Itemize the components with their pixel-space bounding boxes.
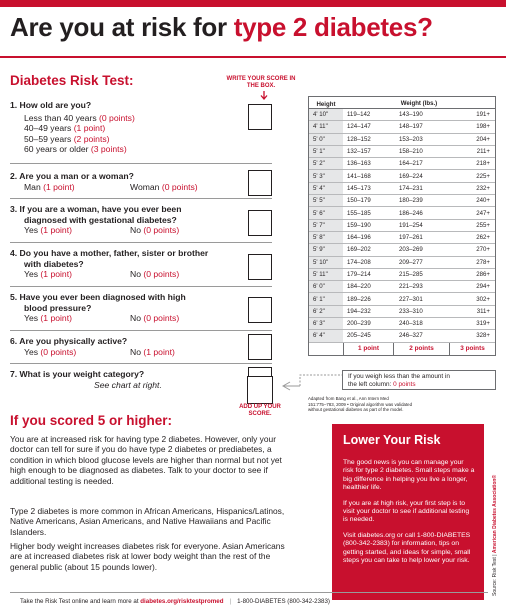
answer-option: 60 years or older (3 points): [24, 144, 127, 154]
weight-cell: 319+: [476, 320, 490, 328]
answer-option: 50–59 years (2 points): [24, 133, 110, 144]
height-cell: 5' 11": [309, 269, 343, 280]
weight-cell: 278+: [476, 258, 490, 266]
weight-cell: 270+: [476, 246, 490, 254]
weight-cell: 209–277: [399, 258, 423, 266]
points-label: 3 points: [449, 343, 495, 355]
scored-paragraph-3: Higher body weight increases diabetes risk for everyone. Asian Americans are at increased diabetes risk at lower body weight than the rest of the general public (about 15 pounds lower).: [10, 541, 285, 572]
weight-cell: 164–217: [399, 160, 423, 168]
height-cell: 5' 5": [309, 195, 343, 206]
weight-cell: 136–163: [347, 160, 371, 168]
weight-cell: 132–157: [347, 148, 371, 156]
points-label: 2 points: [393, 343, 449, 355]
weight-cell: 159–190: [347, 221, 371, 229]
weight-cell: 294+: [476, 283, 490, 291]
weight-cell: 198+: [476, 123, 490, 131]
weight-row: [309, 220, 495, 232]
weight-row: [309, 244, 495, 256]
footer: Take the Risk Test online and learn more at diabetes.org/risktestpromed | 1-800-DIABETES (800-342-2383): [20, 598, 330, 605]
points-row: [309, 343, 495, 355]
weight-row: [309, 170, 495, 182]
height-cell: 6' 4": [309, 330, 343, 341]
weight-cell: 211+: [476, 148, 490, 156]
weight-cell: 233–310: [399, 307, 423, 315]
weight-cell: 328+: [476, 332, 490, 340]
height-cell: 5' 3": [309, 170, 343, 181]
height-cell: 6' 0": [309, 281, 343, 292]
write-score-note: WRITE YOUR SCORE IN THE BOX.: [226, 76, 296, 90]
source-side-text: Source: Risk Test | American Diabetes Association®: [492, 474, 498, 596]
weight-row: [309, 281, 495, 293]
add-up-score-note: ADD UP YOUR SCORE.: [239, 404, 281, 418]
weight-cell: 141–168: [347, 172, 371, 180]
height-cell: 5' 7": [309, 220, 343, 231]
weight-cell: 240+: [476, 197, 490, 205]
page-title: Are you at risk for type 2 diabetes?: [10, 12, 433, 42]
weight-cell: 311+: [476, 307, 490, 315]
weight-cell: 180–239: [399, 197, 423, 205]
weight-chart-header: [309, 97, 495, 109]
weight-chart: [308, 96, 496, 356]
height-cell: 5' 4": [309, 183, 343, 194]
weight-row: [309, 318, 495, 330]
weight-row: [309, 269, 495, 281]
points-label: 1 point: [343, 343, 393, 355]
scored-paragraph-2: Type 2 diabetes is more common in African Americans, Hispanics/Latinos, Native Americans, Asian Americans, and Native Hawaiians and Pacific Islanders.: [10, 506, 285, 537]
weight-cell: 203–269: [399, 246, 423, 254]
height-cell: 5' 9": [309, 244, 343, 255]
weight-cell: 186–246: [399, 209, 423, 217]
weight-row: [309, 109, 495, 121]
weight-cell: 247+: [476, 209, 490, 217]
weight-cell: 286+: [476, 271, 490, 278]
weight-cell: 179–214: [347, 271, 371, 278]
question-5: 5. Have you ever been diagnosed with high blood pressure? Yes (1 point) No (0 points): [10, 292, 186, 323]
weight-row: [309, 293, 495, 305]
weight-cell: 218+: [476, 160, 490, 168]
weight-cell: 184–220: [347, 283, 371, 291]
risk-test-heading: Diabetes Risk Test:: [10, 73, 134, 88]
height-header: Height: [316, 101, 336, 108]
weight-cell: 174–208: [347, 258, 371, 266]
height-cell: 4' 10": [309, 109, 343, 120]
height-cell: 6' 3": [309, 318, 343, 329]
weight-cell: 191+: [476, 111, 490, 119]
weight-cell: 227–301: [399, 295, 423, 303]
answer-option: 40–49 years (1 point): [24, 123, 106, 133]
weight-cell: 158–210: [399, 148, 423, 156]
below-weight-note: If you weigh less than the amount in the left column: 0 points: [342, 370, 496, 390]
weight-row: [309, 146, 495, 158]
weight-row: [309, 195, 495, 207]
answer-option: Less than 40 years (0 points): [24, 112, 135, 123]
weight-header: Weight (lbs.): [400, 100, 438, 107]
height-cell: 5' 2": [309, 158, 343, 169]
weight-row: [309, 330, 495, 342]
question-7: 7. What is your weight category? See chart at right.: [10, 369, 162, 390]
weight-cell: 262+: [476, 234, 490, 242]
weight-cell: 255+: [476, 221, 490, 229]
weight-cell: 191–254: [399, 221, 423, 229]
weight-cell: 189–226: [347, 295, 371, 303]
weight-cell: 197–261: [399, 234, 423, 242]
height-cell: 5' 0": [309, 134, 343, 145]
weight-cell: 232+: [476, 184, 490, 192]
chart-source-note: Adapted from Bang et al., Ann Intern Med 151:775–783, 2009 • Original algorithm was validated without gestational diabetes as part of the model.: [308, 396, 413, 413]
question-1: 1. How old are you? Less than 40 years (0 points) 40–49 years (1 point) 50–59 years (2 points) 60 years or older (3 points): [10, 100, 135, 154]
weight-row: [309, 134, 495, 146]
height-cell: 5' 1": [309, 146, 343, 157]
weight-cell: 119–142: [347, 111, 371, 119]
weight-cell: 204+: [476, 135, 490, 143]
weight-cell: 240–318: [399, 320, 423, 328]
weight-cell: 215–285: [399, 271, 423, 278]
weight-cell: 124–147: [347, 123, 371, 131]
scored-heading: If you scored 5 or higher:: [10, 413, 173, 428]
weight-row: [309, 207, 495, 219]
weight-cell: 194–232: [347, 307, 371, 315]
question-2: 2. Are you a man or a woman? Man (1 point) Woman (0 points): [10, 171, 198, 192]
weight-row: [309, 121, 495, 133]
weight-row: [309, 257, 495, 269]
weight-row: [309, 232, 495, 244]
weight-cell: 164–196: [347, 234, 371, 242]
weight-row: [309, 158, 495, 170]
weight-cell: 145–173: [347, 184, 371, 192]
weight-cell: 221–293: [399, 283, 423, 291]
question-4: 4. Do you have a mother, father, sister or brother with diabetes? Yes (1 point) No (0 points): [10, 248, 209, 279]
weight-cell: 200–239: [347, 320, 371, 328]
height-cell: 5' 8": [309, 232, 343, 243]
weight-cell: 153–203: [399, 135, 423, 143]
weight-cell: 155–185: [347, 209, 371, 217]
lower-risk-heading: Lower Your Risk: [343, 433, 441, 447]
weight-cell: 174–231: [399, 184, 423, 192]
height-cell: 6' 1": [309, 293, 343, 304]
weight-cell: 169–202: [347, 246, 371, 254]
weight-cell: 246–327: [399, 332, 423, 340]
weight-row: [309, 183, 495, 195]
weight-cell: 150–179: [347, 197, 371, 205]
height-cell: 6' 2": [309, 306, 343, 317]
weight-cell: 143–190: [399, 111, 423, 119]
weight-cell: 225+: [476, 172, 490, 180]
height-cell: 5' 10": [309, 257, 343, 268]
risk-test-link[interactable]: diabetes.org/risktestpromed: [140, 598, 224, 605]
footer-rule: [10, 592, 488, 593]
question-6: 6. Are you physically active? Yes (0 points) No (1 point): [10, 336, 175, 357]
lower-risk-paragraph-2: If you are at high risk, your first step is to visit your doctor to see if additional testing is needed.: [343, 499, 470, 524]
question-3: 3. If you are a woman, have you ever been diagnosed with gestational diabetes? Yes (1 point) No (0 points): [10, 204, 182, 235]
weight-cell: 169–224: [399, 172, 423, 180]
lower-risk-panel: [332, 424, 484, 600]
lower-risk-paragraph-1: The good news is you can manage your risk for type 2 diabetes. Small steps make a big difference in helping you live a longer, healthier life.: [343, 459, 475, 492]
height-cell: 4' 11": [309, 121, 343, 132]
weight-row: [309, 306, 495, 318]
weight-cell: 302+: [476, 295, 490, 303]
lower-risk-paragraph-3: Visit diabetes.org or call 1-800-DIABETES (800-342-2383) for information, tips on getting started, and ideas for simple, small steps you can take to help lower your risk.: [343, 531, 471, 565]
weight-cell: 128–152: [347, 135, 371, 143]
weight-cell: 148–197: [399, 123, 423, 131]
weight-cell: 205–245: [347, 332, 371, 340]
height-cell: 5' 6": [309, 207, 343, 218]
scored-paragraph-1: You are at increased risk for having type 2 diabetes. However, only your doctor can tell for sure if you do have type 2 diabetes or prediabetes, a condition in which blood glucose levels are higher than normal but not yet high enough to be diagnosed as diabetes. Talk to your doctor to see if additional testing is needed.: [10, 434, 282, 486]
